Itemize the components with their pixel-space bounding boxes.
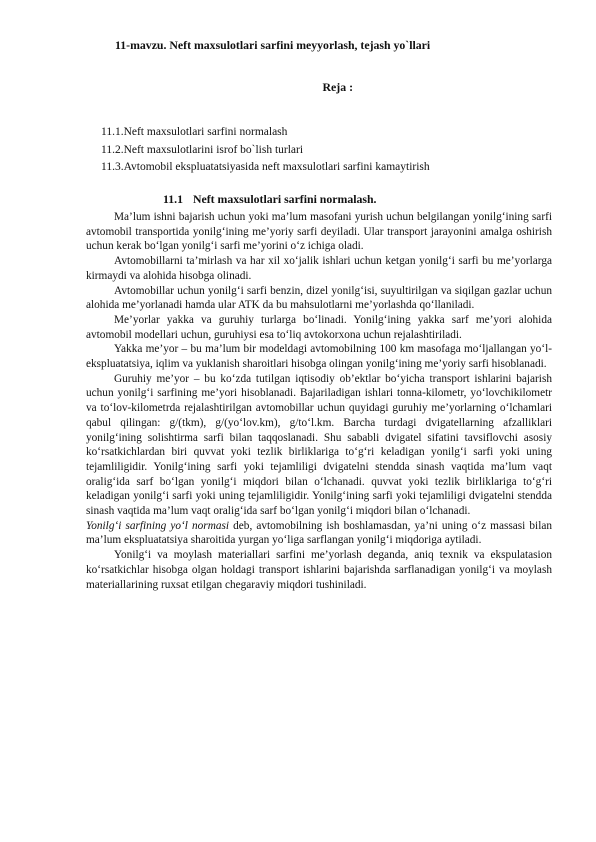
body-text xyxy=(86,210,552,592)
plan-item: 11.1.Neft maxsulotlari sarfini normalash xyxy=(101,126,288,138)
paragraph: Guruhiy me’yor – bu ko‘zda tutilgan iqtisodiy ob’ektlar bo‘yicha transport ishlarini bajarish uchun yonilg‘i sarfining me’yori hisoblanadi. Bajariladigan ishlari tonna-kilometr, yo‘lovchikilometr va to‘lov-kilometrda rejalashtirilgan avtomobillar uchun quyidagi guruhiy me’yorlarning o‘lchamlari qabul qilingan: g/(tkm), g/(yo‘lov.km), g/to‘l.km. Barcha turdagi dvigatellarning afzalliklari yonilg‘ining solishtirma sarfi bilan taqqoslanadi. Shu sababli dvigatel sifatini tavsiflovchi asosiy ko‘rsatkichlardan biri quvvat yoki tezlik birliklariga to‘g‘ri keladigan yonilg‘i sarfi yoki uning tejamliligidir. Yonilg‘ining sarfi yoki tejamliligi dvigatelni stendda sinash vaqtida ma’lum vaqt oralig‘ida sarf bo‘lgan yonilg‘i miqdori bilan o‘lchanadi. quvvat yoki tezlik birliklariga to‘g‘ri keladigan yonilg‘i sarfi yoki uning tejamliligidir. Yonilg‘ining sarfi yoki tejamliligi dvigatelni stendda sinash vaqtida ma’lum vaqt oralig‘ida sarf bo‘lgan yonilg‘i miqdori bilan o‘lchanadi. xyxy=(86,372,552,518)
norm-definition-text: deb, avtomobilning ish boshlamasdan, ya’ni uning o‘z massasi bilan ma’lum ekspluatatsiya sharoitida yurgan yo‘liga sarflangan yonilg‘i miqdoriga aytiladi. xyxy=(86,519,552,547)
lecture-title: 11-mavzu. Neft maxsulotlari sarfini meyyorlash, tejash yo`llari xyxy=(115,38,431,52)
plan-label: Reja : xyxy=(322,80,353,94)
plan-list xyxy=(101,124,430,177)
section-heading xyxy=(163,192,377,207)
paragraph: Ma’lum ishni bajarish uchun yoki ma’lum masofani yurish uchun belgilangan yonilg‘ining sarfi avtomobil transportida yonilg‘ining me’yoriy sarfi deyiladi. Ular transport jarayonini amalga oshirish uchun kerak bo‘lgan yonilg‘i sarfi me’yorini o‘z ichiga oladi. xyxy=(86,211,552,253)
norm-definition-paragraph xyxy=(86,519,552,548)
paragraph: Avtomobillar uchun yonilg‘i sarfi benzin, dizel yonilg‘isi, suyultirilgan va siqilgan gazlar uchun alohida me’yorlanadi hamda ular ATK da bu mahsulotlarni me’yorlashda qo‘llaniladi. xyxy=(86,284,552,312)
paragraph: Avtomobillarni ta’mirlash va har xil xo‘jalik ishlari uchun ketgan yonilg‘i sarfi bu me’yorlarga kirmaydi va alohida hisobga olinadi. xyxy=(86,255,552,282)
section-title: Neft maxsulotlari sarfini normalash. xyxy=(193,192,377,206)
paragraph: Yonilg‘i va moylash materiallari sarfini me’yorlash deganda, aniq texnik va ekspulatasion ko‘rsatkichlar hisobga olgan holdagi transport ishlarini bajarishda sarflanadigan yonilg‘i va moylash materiallarining ruxsat etilgan chegaraviy miqdori tushiniladi. xyxy=(86,549,552,591)
paragraph: Yakka me’yor – bu ma’lum bir modeldagi avtomobilning 100 km masofaga mo‘ljallangan yo‘l-ekspluatatsiya, iqlim va yuklanish sharoitlari hisobga olingan yonilg‘ining me’yoriy sarfi hisoblanadi. xyxy=(86,343,552,371)
norm-definition-term: Yonilg‘i sarfining yo‘l normasi xyxy=(86,519,230,532)
paragraph: Me’yorlar yakka va guruhiy turlarga bo‘linadi. Yonilg‘ining yakka sarf me’yori alohida avtomobil modellari uchun, guruhiysi esa to‘liq avtokorxona uchun rejalashtiriladi. xyxy=(86,313,552,341)
section-number: 11.1 xyxy=(163,192,183,206)
plan-item: 11.2.Neft maxsulotlarini isrof bo`lish turlari xyxy=(101,143,304,156)
plan-item: 11.3.Avtomobil ekspluatatsiyasida neft maxsulotlari sarfini kamaytirish xyxy=(101,161,430,174)
